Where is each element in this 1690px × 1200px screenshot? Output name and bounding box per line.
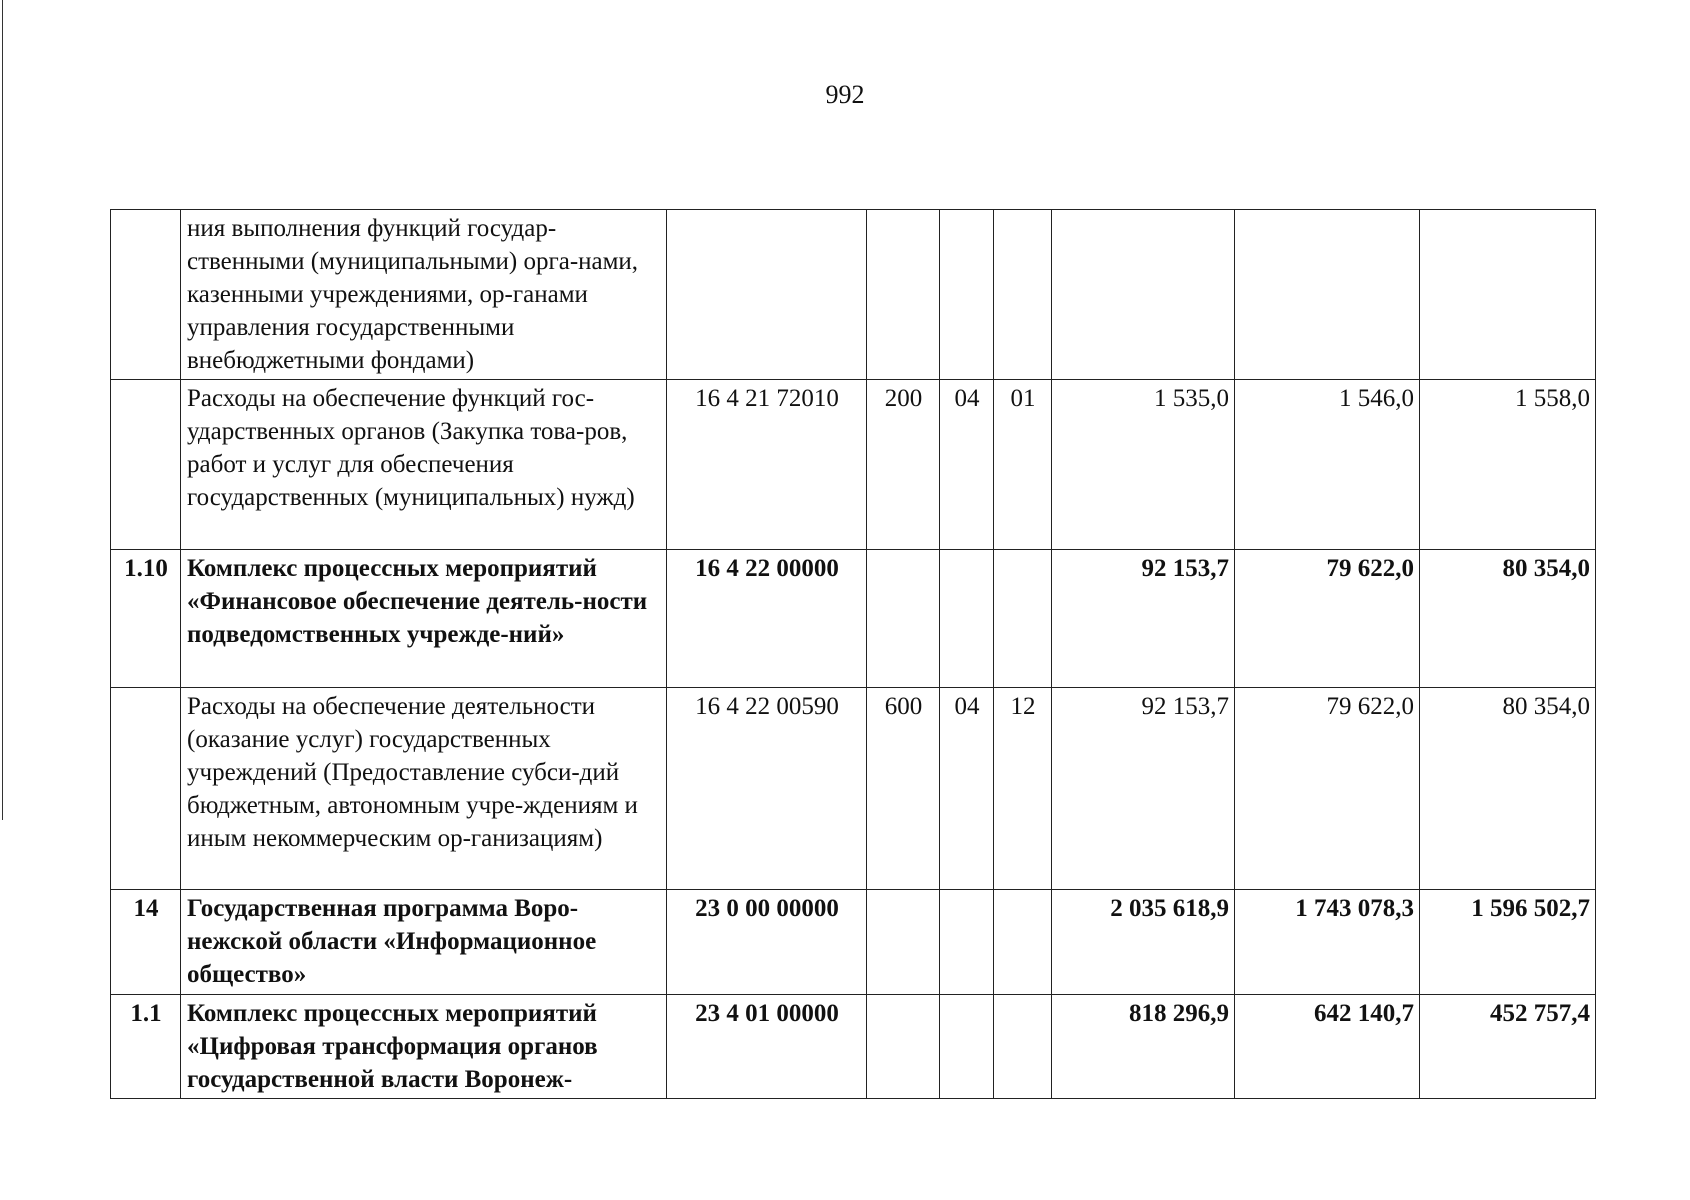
table-row xyxy=(111,210,1596,380)
row-year3: 1 558,0 xyxy=(1420,380,1596,550)
row-rz xyxy=(940,890,994,995)
row-number: 14 xyxy=(111,890,181,995)
row-pr: 12 xyxy=(994,688,1052,890)
row-rz: 04 xyxy=(940,380,994,550)
row-pr xyxy=(994,890,1052,995)
row-name: Расходы на обеспечение функций гос-ударственных органов (Закупка това-ров, работ и услуг для обеспечения государственных (муниципальных) нужд) xyxy=(181,380,667,550)
row-number xyxy=(111,688,181,890)
row-rz xyxy=(940,550,994,688)
row-vr xyxy=(867,995,940,1099)
row-code: 23 4 01 00000 xyxy=(667,995,867,1099)
row-code: 16 4 21 72010 xyxy=(667,380,867,550)
row-name: Расходы на обеспечение деятельности (оказание услуг) государственных учреждений (Предоставление субси-дий бюджетным, автономным учре-ждениям и иным некоммерческим ор-ганизациям) xyxy=(181,688,667,890)
row-number xyxy=(111,380,181,550)
row-year2: 1 743 078,3 xyxy=(1235,890,1420,995)
row-rz xyxy=(940,995,994,1099)
row-year2: 642 140,7 xyxy=(1235,995,1420,1099)
table-row xyxy=(111,380,1596,550)
table-row xyxy=(111,890,1596,995)
table-row xyxy=(111,550,1596,688)
row-pr xyxy=(994,995,1052,1099)
row-number xyxy=(111,210,181,380)
page-number: 992 xyxy=(825,80,865,109)
row-pr xyxy=(994,210,1052,380)
row-code: 16 4 22 00590 xyxy=(667,688,867,890)
table-row xyxy=(111,688,1596,890)
row-rz: 04 xyxy=(940,688,994,890)
row-year2: 1 546,0 xyxy=(1235,380,1420,550)
row-year2: 79 622,0 xyxy=(1235,688,1420,890)
row-vr: 200 xyxy=(867,380,940,550)
row-year3 xyxy=(1420,210,1596,380)
row-name: Государственная программа Воро-нежской области «Информационное общество» xyxy=(181,890,667,995)
row-year1 xyxy=(1052,210,1235,380)
row-year3: 80 354,0 xyxy=(1420,550,1596,688)
row-year3: 452 757,4 xyxy=(1420,995,1596,1099)
row-vr xyxy=(867,210,940,380)
scan-edge-line xyxy=(2,0,3,820)
row-rz xyxy=(940,210,994,380)
row-name: ния выполнения функций государ-ственными (муниципальными) орга-нами, казенными учреждениями, ор-ганами управления государственными внебюджетными фондами) xyxy=(181,210,667,380)
row-vr xyxy=(867,890,940,995)
budget-table xyxy=(110,209,1596,1099)
row-year1: 818 296,9 xyxy=(1052,995,1235,1099)
row-year3: 80 354,0 xyxy=(1420,688,1596,890)
table-row xyxy=(111,995,1596,1099)
row-code: 23 0 00 00000 xyxy=(667,890,867,995)
row-number: 1.1 xyxy=(111,995,181,1099)
row-year1: 1 535,0 xyxy=(1052,380,1235,550)
row-year1: 92 153,7 xyxy=(1052,688,1235,890)
row-pr: 01 xyxy=(994,380,1052,550)
row-name: Комплекс процессных мероприятий «Финансовое обеспечение деятель-ности подведомственных учрежде-ний» xyxy=(181,550,667,688)
row-year1: 92 153,7 xyxy=(1052,550,1235,688)
row-year2: 79 622,0 xyxy=(1235,550,1420,688)
row-code xyxy=(667,210,867,380)
row-year2 xyxy=(1235,210,1420,380)
row-vr xyxy=(867,550,940,688)
row-vr: 600 xyxy=(867,688,940,890)
row-name: Комплекс процессных мероприятий «Цифровая трансформация органов государственной власти Воронеж- xyxy=(181,995,667,1099)
row-code: 16 4 22 00000 xyxy=(667,550,867,688)
row-year1: 2 035 618,9 xyxy=(1052,890,1235,995)
row-number: 1.10 xyxy=(111,550,181,688)
table-body xyxy=(111,210,1596,1099)
row-pr xyxy=(994,550,1052,688)
row-year3: 1 596 502,7 xyxy=(1420,890,1596,995)
